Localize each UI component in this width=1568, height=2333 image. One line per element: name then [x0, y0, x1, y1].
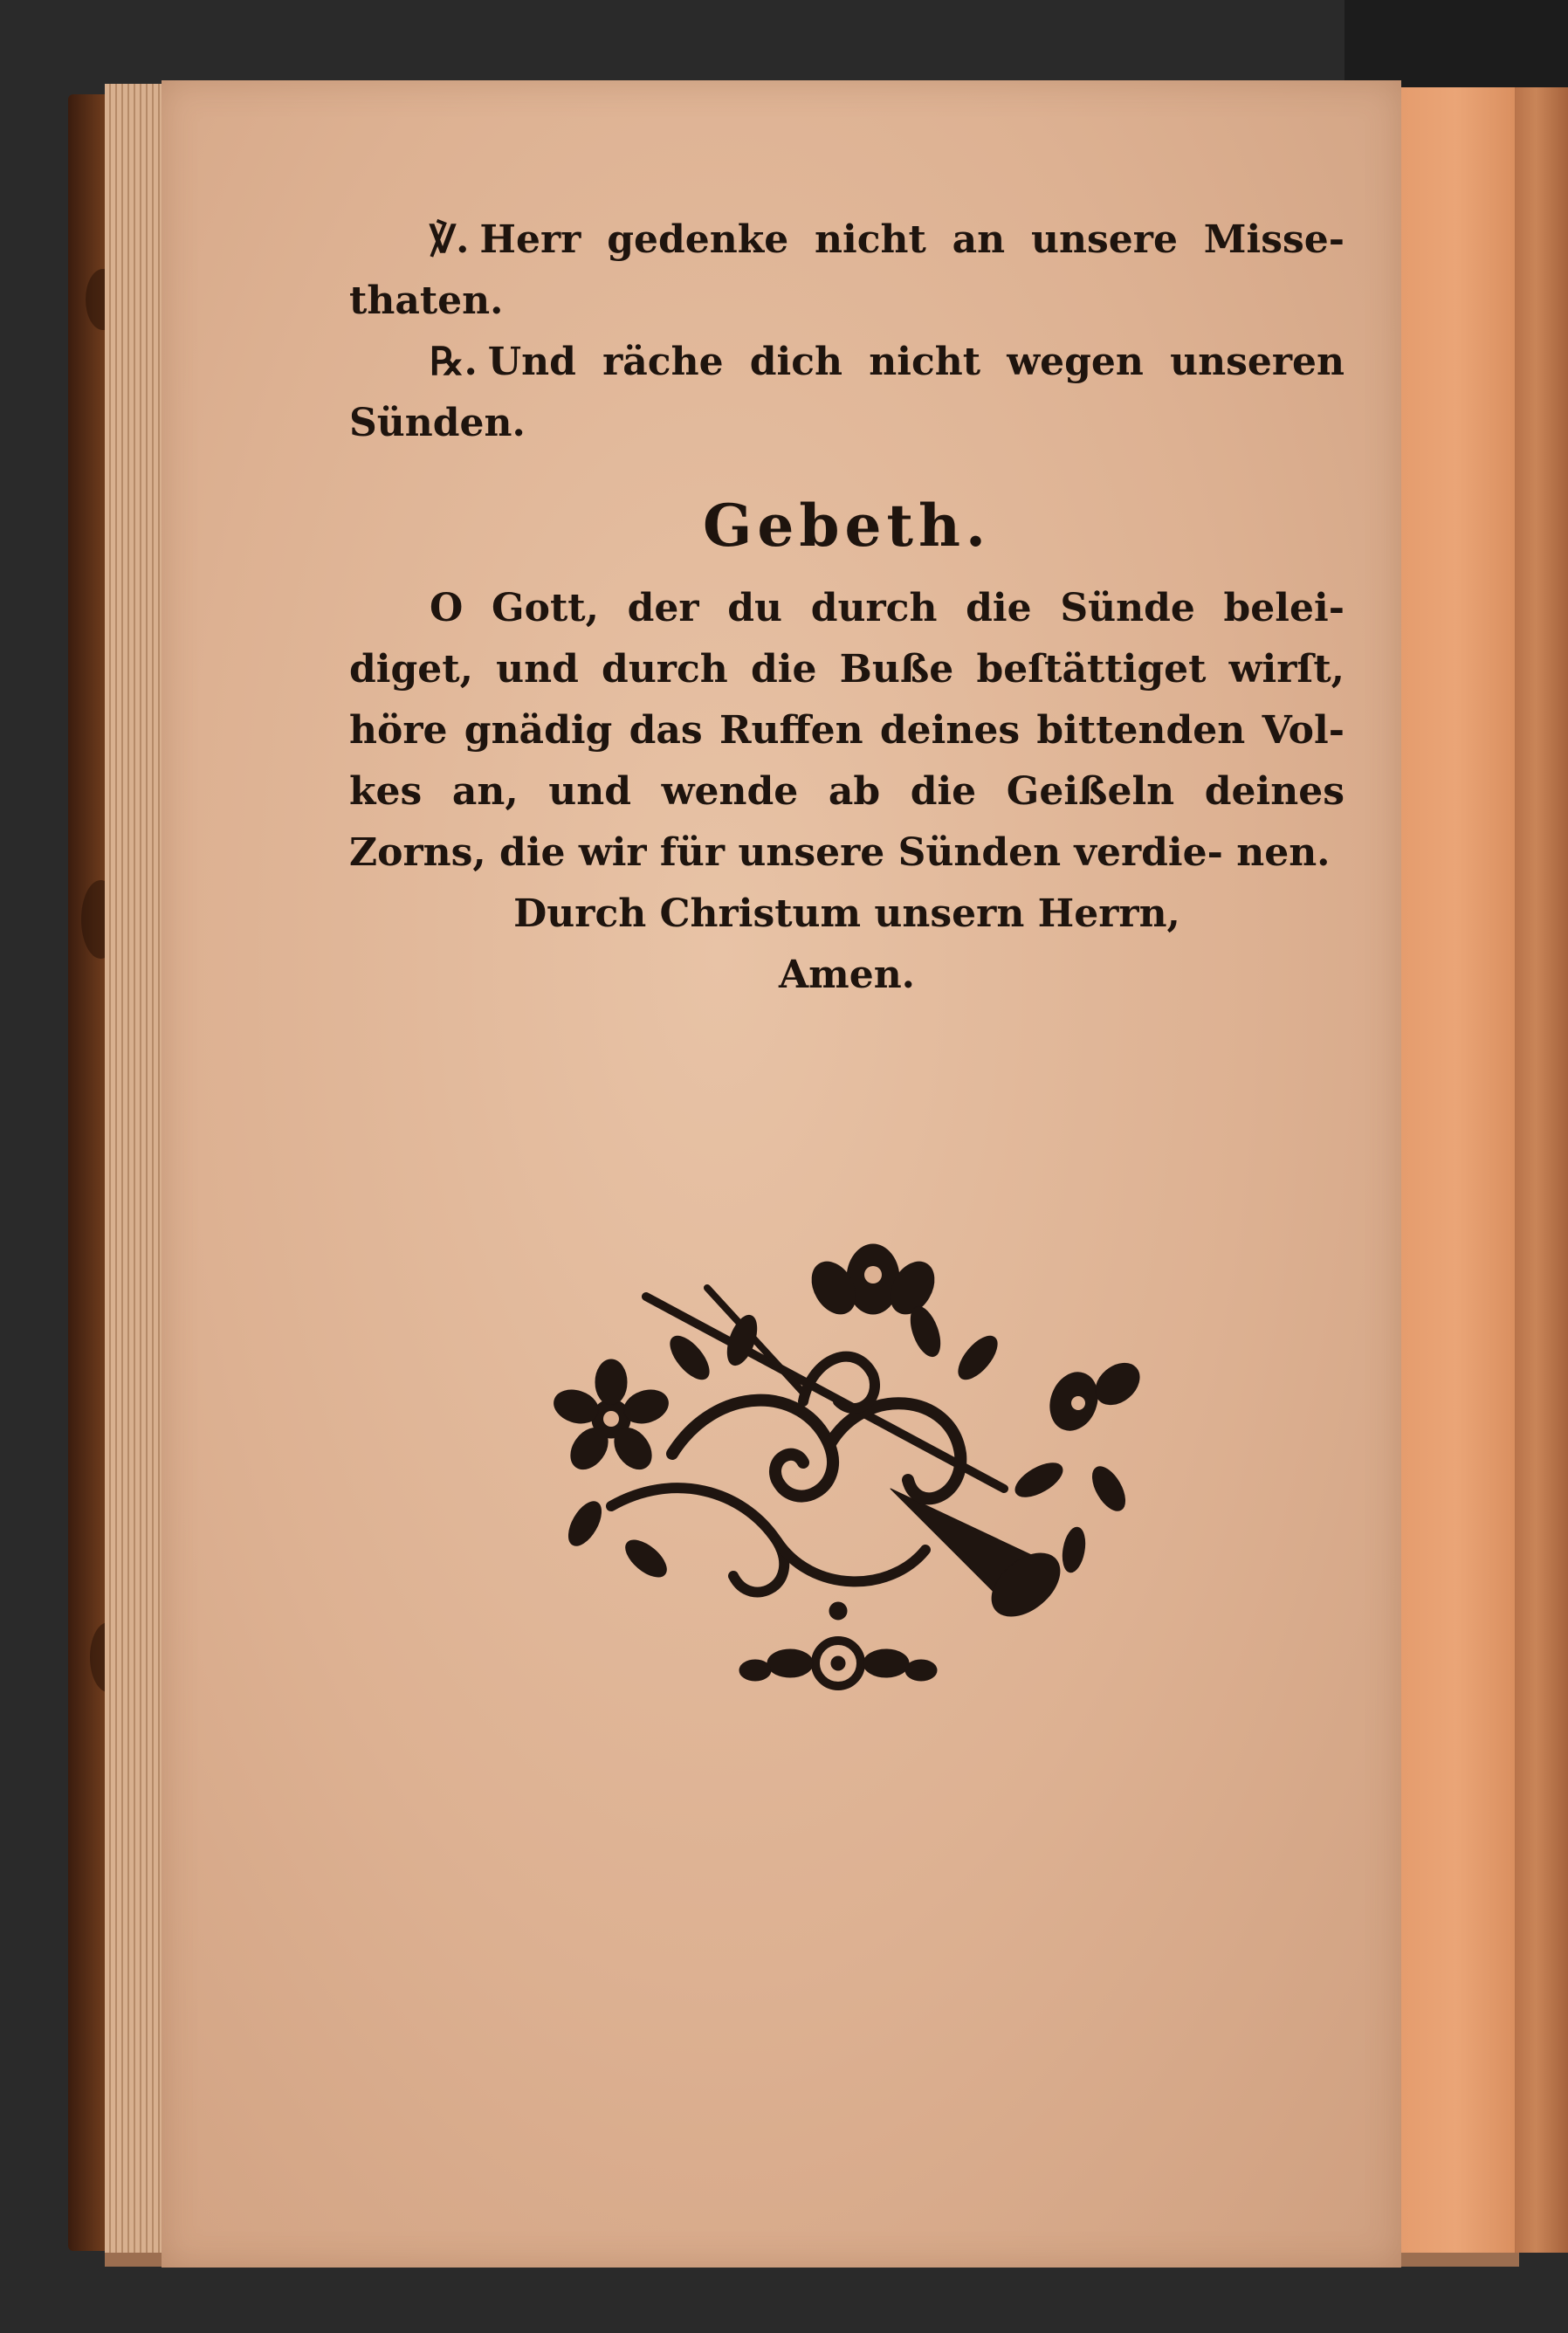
- page-edge-right: [1393, 87, 1519, 2253]
- response-text: Und räche dich nicht wegen unseren Sünden.: [349, 340, 1344, 445]
- page-text: [349, 210, 1344, 1006]
- floral-vignette-icon: [515, 1227, 1170, 1698]
- versicle: [349, 210, 1344, 332]
- prayer-amen: Amen.: [779, 953, 915, 997]
- versicle-marker: ℣.: [430, 217, 470, 262]
- opposite-page: [1515, 87, 1568, 2253]
- response-marker: ℞.: [430, 340, 478, 384]
- response: [349, 332, 1344, 454]
- prayer-body: O Gott, der du durch die Sünde belei- diget, und durch die Buße beſtättiget wirſt, höre gnädig das Ruffen deines bittenden Vol- kes an, und wende ab die Geißeln deines Zorns, die wir für unsere Sünden verdie- nen.: [349, 586, 1344, 875]
- prayer-closing: Durch Christum unsern Herrn,: [513, 891, 1180, 936]
- prayer-heading: Gebeth.: [703, 492, 991, 560]
- versicle-text: Herr gedenke nicht an unsere Misse- thaten.: [349, 217, 1344, 323]
